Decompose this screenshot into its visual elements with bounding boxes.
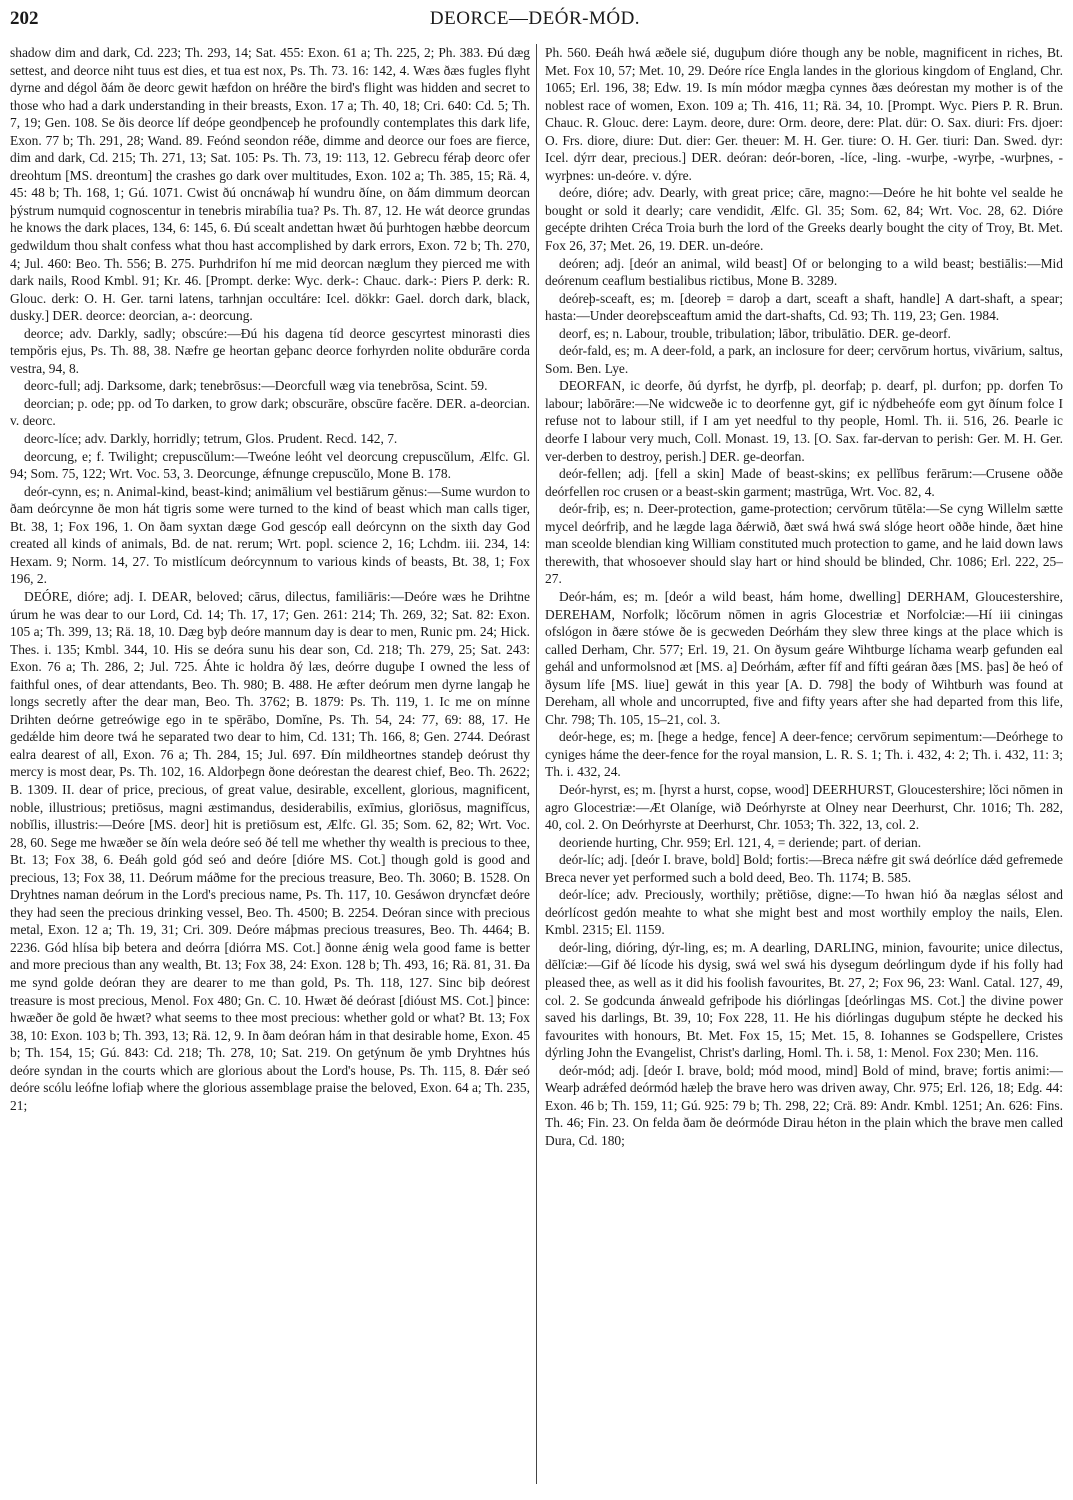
entry-deor-mod: deór-mód; adj. [deór I. brave, bold; mód mood, mind] Bold of mind, brave; fortis animi:—Wearþ adrǽfed deórmód hæleþ the brave hero was driven away, Chr. 975; Erl. 126, 18; Edg. 44: Exon. 46 b; Th. 159, 11; Gú. 925: 79 b; Th. 298, 22; Crä. 89: Andr. Kmbl. 1251; An. 626: Fins. Th. 46; Fin. 23. On felda ðam ðe deórmóde Dirau héton in the plain which the brave men called Dura, Cd. 180; [545, 1062, 1063, 1148]
entry-deor-hege: deór-hege, es; m. [hege a hedge, fence] A deer-fence; cervōrum sepimentum:—Deórhege to cyniges háme the deer-fence for the royal mansion, L. R. S. 1; Th. i. 432, 4: 2; Th. i. 432, 11: 3; Th. i. 432, 24. [545, 729, 1063, 780]
entry-deoriende: deoriende hurting, Chr. 959; Erl. 121, 4, = deriende; part. of derian. [559, 834, 922, 850]
entry-deor-hyrst: Deór-hyrst, es; m. [hyrst a hurst, copse, wood] DEERHURST, Gloucestershire; lŏci nōmen in agro Glocestriæ:—Æt Olaníge, wið Deórhyrste at Olney near Deerhurst, Chr. 1016; Th. 282, 40, col. 2. On Deórhyrste at Deerhurst, Chr. 1053; Th. 322, 13, col. 2. [545, 781, 1063, 833]
entry-deor-ling: deór-ling, dióring, dýr-ling, es; m. A dearling, DARLING, minion, favourite; unice dilectus, dēlĭciæ:—Gif ðé lícode his dysig, swá wel swá his dysegum deórlingum dyde if his folly had pleased thee, as well as it did his foolish favourites, Bt. 27, 2; Fox 96, 23: Wanl. Catal. 127, 49, col. 2. Se godcunda ánweald gefriþode his diórlingas [deórlingas MS. Cot.] the divine power saved his darlings, Bt. 39, 10; Fox 228, 11. He his diórlingas duguþum stépte he decked his favourites with honours, Bt. Met. Fox 15, 15; Met. 15, 8. Iohannes se Godspellere, Cristes dýrling John the Evangelist, Christ's darling, Homl. Th. i. 58, 1: Menol. Fox 230; Men. 116. [545, 939, 1063, 1061]
entry-deor-ham: Deór-hám, es; m. [deór a wild beast, hám home, dwelling] DERHAM, Gloucestershire, DEREHAM, Norfolk; lŏcōrum nōmen in agris Glocestriæ et Norfolciæ:—Hí iii ciningas ofslógon in ðære stówe ðe is gecweden Deórhám they slew three kings at the place which is called Derham, Chr. 577; Erl. 19, 21. On ðysum geáre Wihtburge líchama wearþ gefunden eal gehál and unformolsnod æt [MS. a] Deórhám, æfter fíf and fífti geáran ðæs [MS. þas] ðe heó of ðysum lífe [MS. liue] gewát in this year [A. D. 798] the body of Wihtburh was found at Dereham, all whole and uncorrupted, five and fifty years after she had departed from this life, Chr. 798; Th. 105, 15–21, col. 3. [545, 588, 1063, 727]
entry-deor-lic: deór-líc; adj. [deór I. brave, bold] Bold; fortis:—Breca nǽfre git swá deórlíce dǽd gefremede Breca never yet performed such a bold deed, Beo. Th. 1174; B. 585. [545, 852, 1063, 885]
entry-deorf: deorf, es; n. Labour, trouble, tribulation; lābor, tribulātio. DER. ge-deorf. [559, 325, 951, 341]
entry-deore-adj: DEÓRE, dióre; adj. I. DEAR, beloved; cārus, dilectus, familiāris:—Deóre wæs he Drihtne úrum he was dear to our Lord, Cd. 14; Th. 17, 17; Gen. 261: 214; Th. 269, 32; Sat. 82: Exon. 105 a; Th. 399, 13; Rä. 18, 10. Dæg byþ deóre mannum day is dear to men, Runic pm. 24; Hick. Thes. i. 135; Kmbl. 344, 10. His se deóra sunu his dear son, Cd. 218; Th. 279, 25; Sat. 243: Exon. 76 a; Th. 286, 2; Jul. 725. Áhte ic holdra ðý læs, deórre duguþe I owned the less of faithful ones, of dear attendants, Beo. Th. 980; B. 488. He æfter deórum men dyrne langaþ he longs secretly after the dear man, Beo. Th. 3762; B. 1879: Ps. Th. 119, 1. Ic me on mínne Drihten deórne getreówige ego in te spērābo, Domĭne, Ps. Th. 54, 24: 77, 69: 88, 17. He gedǽlde him deore twá he separated two dear to him, Cd. 131; Th. 166, 8; Gen. 2744. Deórast ealra dearest of all, Exon. 76 a; Th. 284, 15; Jul. 697. Ðín mildheortnes standeþ deórust thy mercy is most dear, Ps. Th. 102, 16. Aldorþegn ðone deórestan the dearest chief, Beo. Th. 2622; B. 1309. II. dear of price, precious, of great value, desirable, excellent, glorious, magnificent, noble, illustrious; pretiōsus, magni æstimandus, desiderabilis, exīmius, gloriōsus, magnifĭcus, nobĭlis, illustris:—Deóre [MS. deor] hit is pretiōsum est, Ælfc. Gl. 35; Som. 62, 82; Wrt. Voc. 28, 60. Sege me hwæðer se ðín wela deóre seó ðé tell me whether thy wealth is precious to thee, Bt. 13; Fox 38, 6. Ðeáh gold gód seó and deóre [dióre MS. Cot.] though gold is good and precious, 13; Fox 38, 11. Deórum máðme for the precious treasure, Beo. Th. 3060; B. 1528. On Dryhtnes naman deórum in the Lord's precious name, Ps. Th. 117, 10. Gesáwon dryncfæt deóre they had seen the precious drinking vessel, Beo. Th. 4500; B. 2254. Deóran since with precious metal, Exon. 12 a; Th. 19, 31; Cri. 309. Deóre máþmas precious treasures, Beo. Th. 4464; B. 2236. Gód hlísa biþ betera and deórra [diórra MS. Cot.] ðonne ǽnig wela good fame is better and more precious than any wealth, Bt. 13; Fox 38, 24: Exon. 128 b; Th. 493, 16; Rä. 81, 31. Ða me synd golde deóran they are dearer to me than gold, Ps. Th. 118, 127. Sinc biþ deórest treasure is most precious, Menol. Fox 480; Gn. C. 10. Hwæt ðé deórast [dióust MS. Cot.] þince: hwæðer ðe gold ðe hwæt? what seems to thee most precious: whether gold or what? Bt. 13; Fox 38, 10: Exon. 103 b; Th. 393, 13; Rä. 12, 9. In ðam deóran hám in that desirable home, Exon. 45 b; Th. 154, 15; Gú. 843: Cd. 218; Th. 278, 10; Sat. 219. On getýnum ðe ymb Dryhtnes hús deóre syndan in the courts which are glorious about the Lord's house, Ps. Th. 115, 8. Ðǽr seó deóre scólu leófne lofiaþ where the glorious assemblage praise the beloved, Exon. 64 a; Th. 235, 21; [10, 588, 530, 1113]
entry-deor-frith: deór-friþ, es; n. Deer-protection, game-protection; cervōrum tūtēla:—Se cyng Willelm sætte mycel deórfriþ, and he lægde laga ðǽrwið, ðæt swá hwá swá slóge heort oððe hinde, ðæt hine man sceolde blendian king William constituted much protection to game, and he laid down laws therewith, that whosoever should slay hart or hind should be blinded, Chr. 1086; Erl. 222, 25–27. [545, 501, 1063, 587]
entry-deorc-lice: deorc-líce; adv. Darkly, horridly; tetrum, Glos. Prudent. Recd. 142, 7. [24, 431, 398, 447]
page-header [10, 8, 1060, 34]
entry-continuation-deore: Ph. 560. Ðeáh hwá æðele sié, duguþum dióre though any be noble, magnificent in riches, Bt. Met. Fox 10, 57; Met. 10, 29. Deóre ríce Engla landes in the glorious kingdom of England, Chr. 1065; Erl. 196, 38; Edw. 19. Is mín módor mægþa cynnes ðæs deórestan my mother is of the noblest race of women, Exon. 109 a; Th. 416, 11; Rä. 34, 10. [Prompt. Wyc. Piers P. R. Brun. Chauc. R. Glouc. dere: Laym. deore, dure: Orm. deore, dere: Plat. dür: O. Sax. diuri: Frs. djoer: O. Frs. diore, diure: Dut. dier: Ger. theuer: M. H. Ger. tiure: O. H. Ger. tiuri: Dan. Swed. dyr: Icel. dýrr dear, precious.] DER. deóran: deór-boren, -líce, -ling. -wurþe, -wyrþe, -wurþnes, -wyrþnes: un-deóre. v. dýre. [545, 45, 1063, 183]
entry-deorce-adv: deorce; adv. Darkly, sadly; obscúre:—Ðú his dagena tíd deorce gescyrtest minorasti dies tempŏris ejus, Ps. Th. 88, 38. Næfre ge heortan geþanc deorce forhyrden nolite obdurāre corda vestra, 94, 8. [10, 325, 530, 376]
entry-continuation-deorc: shadow dim and dark, Cd. 223; Th. 293, 14; Sat. 455: Exon. 61 a; Th. 225, 2; Ph. 383. Ðú dæg settest, and deorce niht tuus est dies, et tua est nox, Ps. Th. 73. 16: 142, 4. Wæs ðæs fugles flyht dyrne and dégol ðám ðe deorc gewit hæfdon on hréðre the bird's flight was hidden and secret to those who had a dark understanding in their breasts, Exon. 17 a; Th. 40, 18; Cri. 640: Cd. 5; Th. 7, 19; Gen. 108. Se ðis deorce líf deópe geondþenceþ he profoundly contemplates this dark life, Exon. 77 b; Th. 291, 28; Wand. 89. Feónd seondon réðe, dimme and deorce our foes are fierce, dim and dark, Cd. 215; Th. 271, 13; Sat. 105: Ps. Th. 73, 19: 113, 12. Gebrecu féraþ deorc ofer dreohtum [MS. dreontum] the crashes go dark over multitudes, Exon. 102 a; Th. 385, 15; Rä. 4, 45: 48 b; Th. 168, 1; Gú. 1071. Cwist ðú oncnáwaþ hí wundru ðíne, on ðám dimmum deorcan þýstrum numquid cognoscentur in tenebris mirabília tua? Ps. Th. 87, 12. He wát deorce grundas he knows the dark places, 134, 6: 145, 6. Ðú scealt andettan hwæt ðú þurhtogen hæbbe deorcum gedwildum thou shalt confess what thou hast accomplished by dark errors, Exon. 72 b; Th. 270, 4; Jul. 460: Beo. Th. 556; B. 275. Þurhdrifon hí me mid deorcan næglum they pierced me with dark nails, Rood Kmbl. 91; Kr. 46. [Prompt. derke: Wyc. derk-: Chauc. dark-: Piers P. derk: R. Glouc. derk: O. H. Ger. tarni latens, tarhnjan occultáre: Icel. dökkr: Gael. dorch dark, black, dusky.] DER. deorce: deorcian, a-: deorcung. [10, 45, 530, 324]
entry-deorfan: DEORFAN, ic deorfe, ðú dyrfst, he dyrfþ, pl. deorfaþ; p. dearf, pl. durfon; pp. dorfen To labour; labōrāre:—Ne widcweðe ic to deorfenne gyt, gif ic nýdbeheófe eom gyt ðínum folce I refuse not to labour still, if I am yet needful to thy people, Homl. Th. ii. 516, 26. Þearle ic deorfe I labour very much, Coll. Monast. 19, 13. [O. Sax. far-dervan to perish: Ger. M. H. Ger. ver-derben to destroy, perish.] DER. ge-deorfan. [545, 378, 1063, 464]
page-number: 202 [10, 8, 39, 29]
entry-deor-fald: deór-fald, es; m. A deer-fold, a park, an inclosure for deer; cervōrum hortus, vivārium, saltus, Som. Ben. Lye. [545, 343, 1063, 376]
entry-deore-adv: deóre, dióre; adv. Dearly, with great price; cāre, magno:—Deóre he hit bohte vel sealde he bought or sold it dearly; care vendidit, Ælfc. Gl. 35; Som. 62, 84; Wrt. Voc. 28, 62. Dióre gecépte drihten Créca Troia burh the lord of the Greeks dearly bought the city of Troy, Bt. Met. Fox 26, 37; Met. 26, 19. DER. un-deóre. [545, 185, 1063, 254]
entry-deoren: deóren; adj. [deór an animal, wild beast] Of or belonging to a wild beast; bestiālis:—Mid deórenum ceaflum bestialibus rictibus, Mone B. 3289. [545, 255, 1063, 289]
entry-deor-lice: deór-líce; adv. Preciously, worthily; prĕtiōse, digne:—To hwan hió ða næglas sélost and deórlícost gedón meahte to what she might best and most worthily employ the nails, Elen. Kmbl. 2315; El. 1159. [545, 887, 1063, 938]
entry-deoreth-sceaft: deóreþ-sceaft, es; m. [deoreþ = daroþ a dart, sceaft a shaft, handle] A dart-shaft, a spear; hasta:—Under deoreþsceaftum amid the dart-shafts, Cd. 93; Th. 119, 23; Gen. 1984. [545, 290, 1063, 324]
entry-deor-cynn: deór-cynn, es; n. Animal-kind, beast-kind; animālium vel bestiārum gĕnus:—Sume wurdon to ðam deórcynne ðe mon hát tigris some were turned to the kind of beast which man calls tiger, Bt. 38, 1; Fox 196, 1. On ðam syxtan dæge God gescóp eall deórcynn on the sixth day God created all kinds of animals, Bd. de nat. rerum; Wrt. popl. science 2, 16; Lchdm. iii. 234, 14: Hexam. 9; Norm. 14, 27. To mistlícum deórcynnum to various kinds of beasts, Bt. 38, 1; Fox 196, 2. [10, 483, 530, 587]
entry-deorcian: deorcian; p. ode; pp. od To darken, to grow dark; obscurāre, obscūre facĕre. DER. a-deorcian. v. deorc. [10, 395, 530, 429]
right-column [545, 44, 1063, 1490]
running-head: DEORCE—DEÓR-MÓD. [429, 8, 641, 29]
entry-deor-fellen: deór-fellen; adj. [fell a skin] Made of beast-skins; ex pellĭbus ferārum:—Crusene oððe deórfellen roc crusen or a beast-skin garment; mastrūga, Wrt. Voc. 82, 4. [545, 466, 1063, 499]
entry-deorc-full: deorc-full; adj. Darksome, dark; tenebrōsus:—Deorcfull wæg via tenebrōsa, Scint. 59. [24, 378, 488, 394]
column-divider [536, 44, 537, 1484]
left-column [10, 44, 530, 1490]
entry-deorcung: deorcung, e; f. Twilight; crepuscŭlum:—Tweóne leóht vel deorcung crepuscŭlum, Ælfc. Gl. 94; Som. 75, 122; Wrt. Voc. 53, 3. Deorcunge, ǽfnunge crepuscŭlo, Mone B. 178. [10, 448, 530, 482]
